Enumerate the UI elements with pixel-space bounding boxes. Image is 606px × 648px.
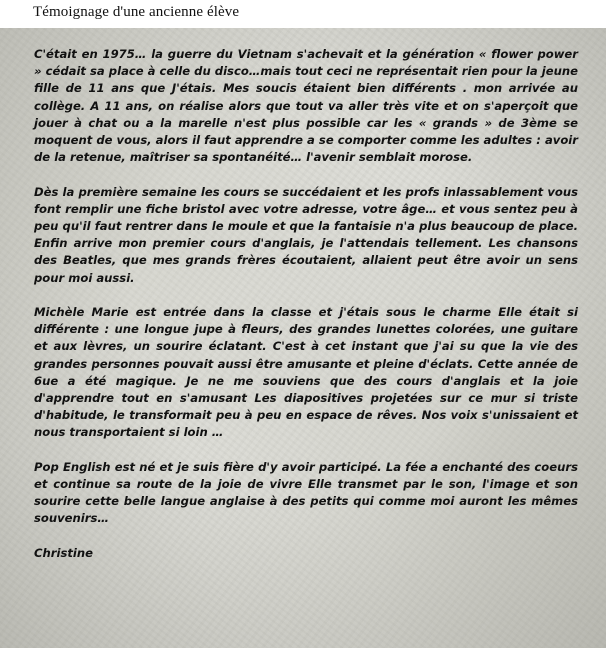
paragraph: Michèle Marie est entrée dans la classe et j'étais sous le charme Elle était si différente : une longue jupe à fleurs, des grandes lunettes colorées, une guitare et aux lèvres, un sourire éclatant. C'est à cet instant que j'ai su que la vie des grandes personnes pouvait aussi être amusante et pleine d'éclats. Cette année de 6ue a été magique. Je ne me souviens que des cours d'anglais et la joie d'apprendre tout en s'amusant Les diapositives projetées sur ce mur si triste d'habitude, le transformait peu à peu en espace de rêves. Nos voix s'unissaient et nous transportaient si loin … <box>34 305 578 440</box>
paper-background <box>0 28 606 648</box>
page-title: Témoignage d'une ancienne élève <box>33 4 240 20</box>
testimony-text <box>34 46 578 579</box>
paragraph: C'était en 1975… la guerre du Vietnam s'achevait et la génération « flower power » cédait sa place à celle du disco…mais tout ceci ne représentait rien pour la jeune fille de 11 ans que J'étais. Mes soucis étaient bien différents . mon arrivée au collège. A 11 ans, on réalise alors que tout va aller très vite et on s'aperçoit que jouer à chat ou a la marelle n'est plus possible car les « grands » de 3ème se moquent de vous, alors il faut apprendre a se comporter comme les adultes : avoir de la retenue, maîtriser sa spontanéité… l'avenir semblait morose. <box>34 47 578 165</box>
signature: Christine <box>34 545 93 560</box>
paragraph: Pop English est né et je suis fière d'y avoir participé. La fée a enchanté des coeurs et continue sa route de la joie de vivre Elle transmet par le son, l'image et son sourire cette belle langue anglaise à des petits qui comme moi auront les mêmes souvenirs… <box>34 459 578 526</box>
paragraph: Dès la première semaine les cours se succédaient et les profs inlassablement vous font remplir une fiche bristol avec votre adresse, votre âge… et vous sentez peu à peu qu'il faut rentrer dans le moule et que la fantaisie n'a plus beaucoup de place. Enfin arrive mon premier cours d'anglais, je l'attendais tellement. Les chansons des Beatles, que mes grands frères écoutaient, allaient peut être avoir un sens pour moi aussi. <box>34 184 578 285</box>
